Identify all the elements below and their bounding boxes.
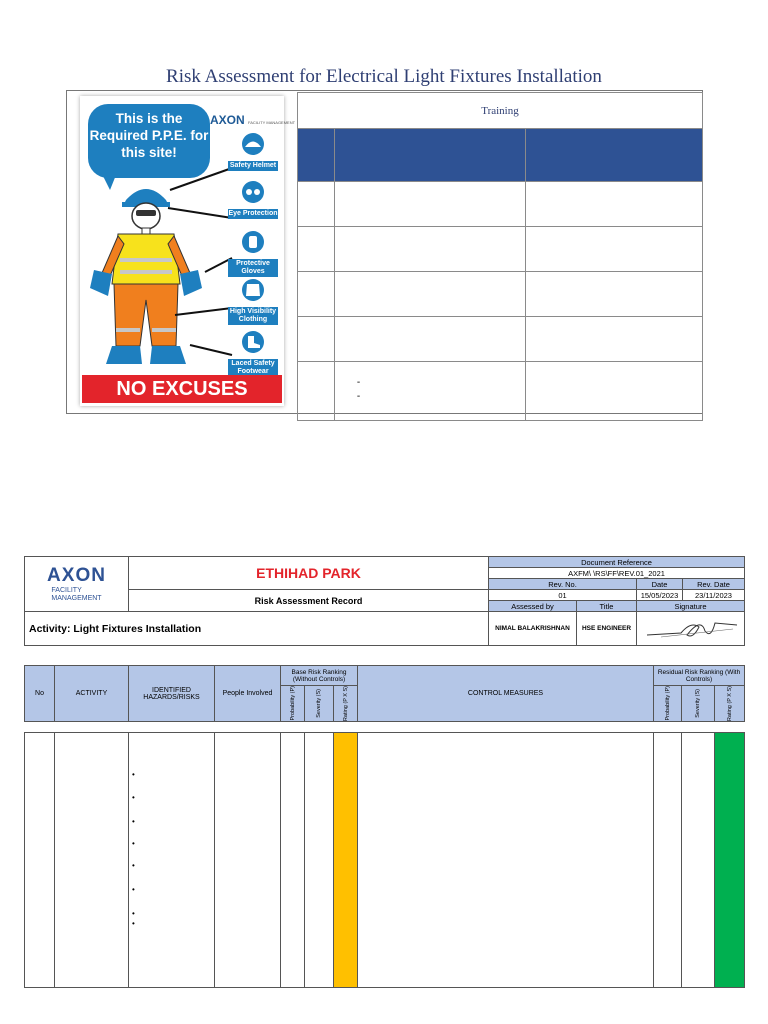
ppe-item-gloves [228, 230, 278, 277]
record-logo [25, 557, 129, 612]
signature-image [641, 613, 741, 643]
col-activity: ACTIVITY [55, 666, 129, 722]
col-controls: CONTROL MEASURES [358, 666, 654, 722]
hazard-bullet: • [132, 817, 135, 826]
bubble-text: This is the Required P.P.E. for this site! [89, 111, 209, 160]
activity-label: Activity [29, 622, 67, 635]
col-residual-rank: Residual Risk Ranking (With Controls) [654, 666, 745, 686]
no-excuses-banner: NO EXCUSES [82, 375, 282, 403]
ppe-item-eye [228, 180, 278, 219]
col-people: People Involved [215, 666, 281, 722]
safety-helmet-icon [228, 132, 278, 156]
rev-date-value: 23/11/2023 [683, 590, 745, 601]
hazard-bullet: • [132, 919, 135, 928]
title-value: HSE ENGINEER [577, 612, 637, 646]
rev-date-label: Rev. Date [683, 579, 745, 590]
training-column-header [298, 129, 703, 182]
eye-protection-icon [228, 180, 278, 204]
col-residual-severity: Severity (S) [695, 689, 701, 718]
hazard-bullet: • [132, 793, 135, 802]
ppe-label: High Visibility Clothing [229, 308, 277, 323]
ppe-item-boot [228, 330, 278, 377]
hazard-bullet: • [132, 770, 135, 779]
col-residual-probability: Probability (P) [664, 686, 671, 721]
column-header-table [24, 665, 745, 722]
poster-logo-text: AXON [210, 113, 245, 127]
hazard-bullet: • [132, 861, 135, 870]
hazard-bullet: • [132, 885, 135, 894]
table-row [298, 317, 703, 362]
rev-no-label: Rev. No. [489, 579, 637, 590]
title-label: Title [577, 601, 637, 612]
table-row [298, 362, 703, 421]
ppe-label: Protective Gloves [228, 259, 278, 277]
rev-no-value: 01 [489, 590, 637, 601]
record-logo-sub-1: FACILITY [51, 586, 82, 594]
assessed-by-label: Assessed by [489, 601, 577, 612]
list-dash: - [356, 391, 361, 402]
base-rating-cell [334, 733, 358, 988]
col-rating: Rating (P X S) [342, 686, 349, 722]
col-hazards: IDENTIFIED HAZARDS/RISKS [129, 666, 215, 722]
training-table [297, 92, 703, 421]
record-logo-sub-2: MANAGEMENT [51, 594, 102, 602]
signature-label: Signature [637, 601, 745, 612]
gloves-icon [228, 230, 278, 254]
col-residual-rating: Rating (P X S) [726, 686, 733, 722]
ppe-label: Eye Protection [228, 210, 278, 217]
record-logo-text: AXON [47, 564, 106, 586]
activity-value: Light Fixtures Installation [73, 622, 202, 635]
activity-row: Activity: Light Fixtures Installation [25, 612, 489, 646]
hazard-bullet: • [132, 839, 135, 848]
ppe-item-helmet [228, 132, 278, 171]
page-title: Risk Assessment for Electrical Light Fixtures Installation [166, 66, 602, 87]
col-base-rank: Base Risk Ranking (Without Controls) [281, 666, 358, 686]
signature-cell [637, 612, 745, 646]
col-no: No [25, 666, 55, 722]
ppe-arrows [150, 160, 240, 360]
hazard-bullet: • [132, 909, 135, 918]
assessed-by-value: NIMAL BALAKRISHNAN [489, 612, 577, 646]
ppe-item-vest [228, 278, 278, 325]
boot-icon [228, 330, 278, 354]
ppe-label: Safety Helmet [229, 162, 277, 169]
col-severity: Severity (S) [316, 689, 322, 718]
doc-ref-value: AXFM\ \RS\FF\REV.01_2021 [489, 568, 745, 579]
site-name: ETHIHAD PARK [129, 557, 489, 590]
record-title: Risk Assessment Record [129, 590, 489, 612]
col-probability: Probability (P) [289, 686, 296, 721]
doc-ref-label: Document Reference [489, 557, 745, 568]
ppe-label: Laced Safety Footwear [228, 359, 278, 377]
date-label: Date [637, 579, 683, 590]
training-heading: Training [298, 93, 703, 129]
residual-rating-cell [715, 733, 745, 988]
table-row [298, 227, 703, 272]
poster-logo-sub: FACILITY MANAGEMENT [248, 120, 296, 125]
list-dash: - [356, 377, 361, 388]
poster-logo [210, 113, 295, 127]
record-header-table [24, 556, 745, 646]
date-value: 15/05/2023 [637, 590, 683, 601]
table-row [298, 272, 703, 317]
table-row [298, 182, 703, 227]
vest-icon [228, 278, 278, 302]
